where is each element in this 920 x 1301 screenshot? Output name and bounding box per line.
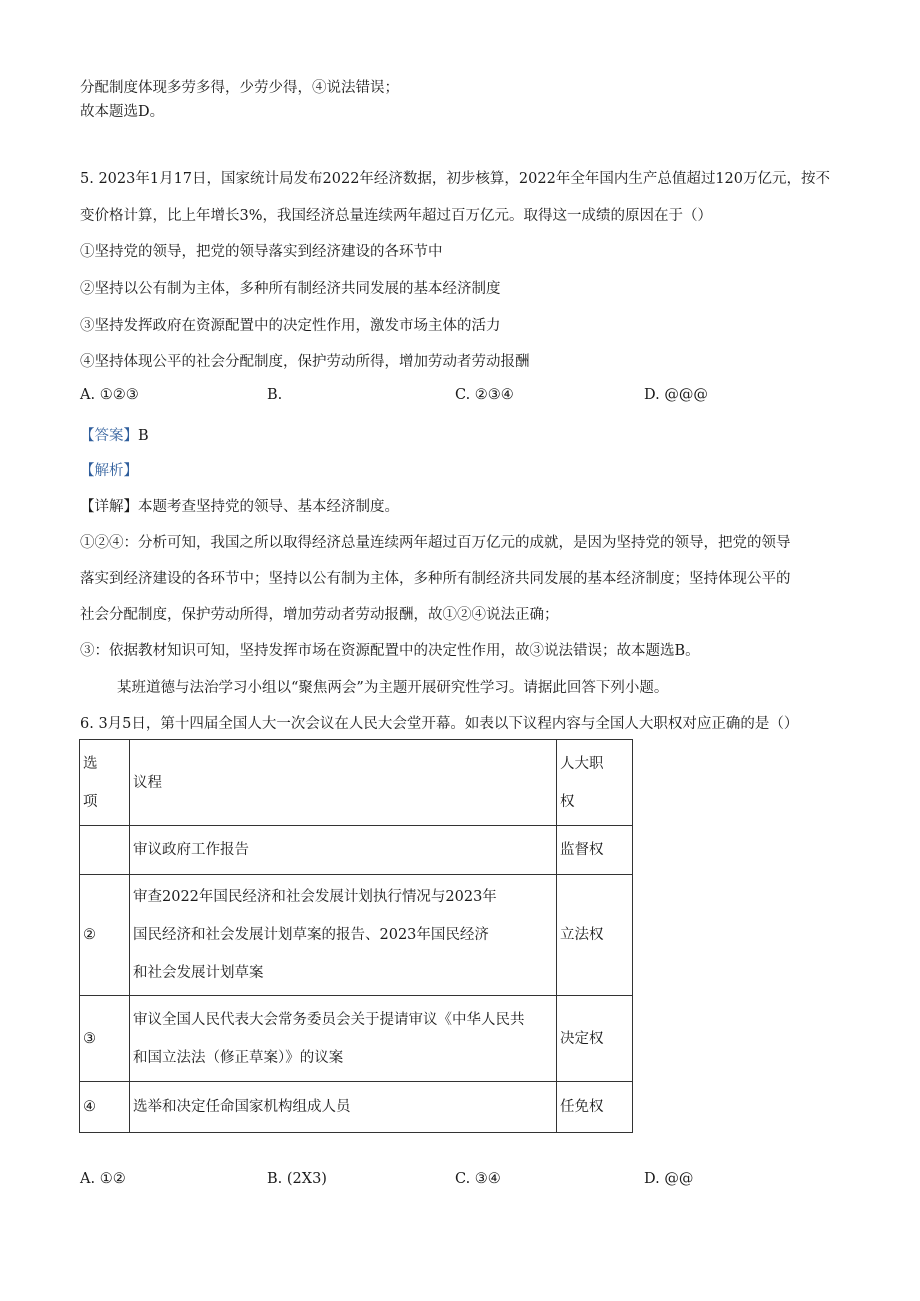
question-5-option-d: D. @@@ <box>644 387 708 403</box>
question-5-explanation-line-2: 落实到经济建设的各环节中；坚持以公有制为主体，多种所有制经济共同发展的基本经济制度；坚持体现公平的 <box>80 571 791 587</box>
question-6-option-d: D. @@ <box>644 1171 694 1187</box>
question-5-option-c: C. ②③④ <box>455 387 514 403</box>
row-power: 任免权 <box>557 1082 633 1133</box>
row-power: 决定权 <box>557 996 633 1082</box>
question-5-stem-line-2: 变价格计算，比上年增长3%，我国经济总量连续两年超过百万亿元。取得这一成绩的原因在于（） <box>80 208 712 224</box>
question-5-statement-2: ②坚持以公有制为主体，多种所有制经济共同发展的基本经济制度 <box>80 281 501 297</box>
question-6-stem: 6. 3月5日，第十四届全国人大一次会议在人民大会堂开幕。如表以下议程内容与全国人大职权对应正确的是（） <box>80 716 799 732</box>
question-5-statement-1: ①坚持党的领导，把党的领导落实到经济建设的各环节中 <box>80 244 443 260</box>
prev-explanation-line-2: 故本题选D。 <box>80 104 165 120</box>
table-row <box>80 996 633 1082</box>
row-option: ③ <box>80 996 130 1082</box>
row-option <box>80 826 130 875</box>
question-5-explanation-line-4: ③：依据教材知识可知，坚持发挥市场在资源配置中的决定性作用，故③说法错误；故本题选B。 <box>80 643 700 659</box>
row-option: ④ <box>80 1082 130 1133</box>
row-agenda: 审议全国人民代表大会常务委员会关于提请审议《中华人民共 和国立法法（修正草案）》的议案 <box>130 996 557 1082</box>
question-6-option-c: C. ③④ <box>455 1171 501 1187</box>
table-row <box>80 875 633 996</box>
group-intro: 某班道德与法治学习小组以“聚焦两会”为主题开展研究性学习。请据此回答下列小题。 <box>117 680 669 696</box>
question-5-explanation-line-3: 社会分配制度，保护劳动所得，增加劳动者劳动报酬，故①②④说法正确； <box>80 607 559 623</box>
question-6-option-b: B. (2X3) <box>267 1171 327 1187</box>
table-row <box>80 826 633 875</box>
row-power: 监督权 <box>557 826 633 875</box>
answer-tag: 【答案】 <box>80 428 138 444</box>
question-5-option-b: B. <box>267 387 283 403</box>
question-5-statement-4: ④坚持体现公平的社会分配制度，保护劳动所得，增加劳动者劳动报酬 <box>80 354 530 370</box>
row-agenda: 选举和决定任命国家机构组成人员 <box>130 1082 557 1133</box>
table-header-row <box>80 740 633 826</box>
question-5-answer <box>80 424 149 445</box>
question-5-explanation-line-1: ①②④：分析可知，我国之所以取得经济总量连续两年超过百万亿元的成就，是因为坚持党的领导，把党的领导 <box>80 535 791 551</box>
agenda-table <box>79 739 633 1133</box>
header-power: 人大职 权 <box>557 740 633 826</box>
question-6-option-a: A. ①② <box>80 1171 126 1187</box>
row-option: ② <box>80 875 130 996</box>
table-row <box>80 1082 633 1133</box>
row-power: 立法权 <box>557 875 633 996</box>
question-5-detail: 【详解】本题考查坚持党的领导、基本经济制度。 <box>80 499 399 515</box>
header-option: 选 项 <box>80 740 130 826</box>
row-agenda: 审查2022年国民经济和社会发展计划执行情况与2023年 国民经济和社会发展计划草案的报告、2023年国民经济 和社会发展计划草案 <box>130 875 557 996</box>
row-agenda: 审议政府工作报告 <box>130 826 557 875</box>
prev-explanation-line-1: 分配制度体现多劳多得，少劳少得，④说法错误； <box>80 80 399 96</box>
question-5-stem-line-1: 5. 2023年1月17日，国家统计局发布2022年经济数据，初步核算，2022年全年国内生产总值超过120万亿元，按不 <box>80 171 830 187</box>
answer-value: B <box>138 428 149 444</box>
question-5-analysis-tag: 【解析】 <box>80 463 138 479</box>
question-5-option-a: A. ①②③ <box>80 387 139 403</box>
header-agenda: 议程 <box>130 740 557 826</box>
question-5-statement-3: ③坚持发挥政府在资源配置中的决定性作用，激发市场主体的活力 <box>80 318 501 334</box>
